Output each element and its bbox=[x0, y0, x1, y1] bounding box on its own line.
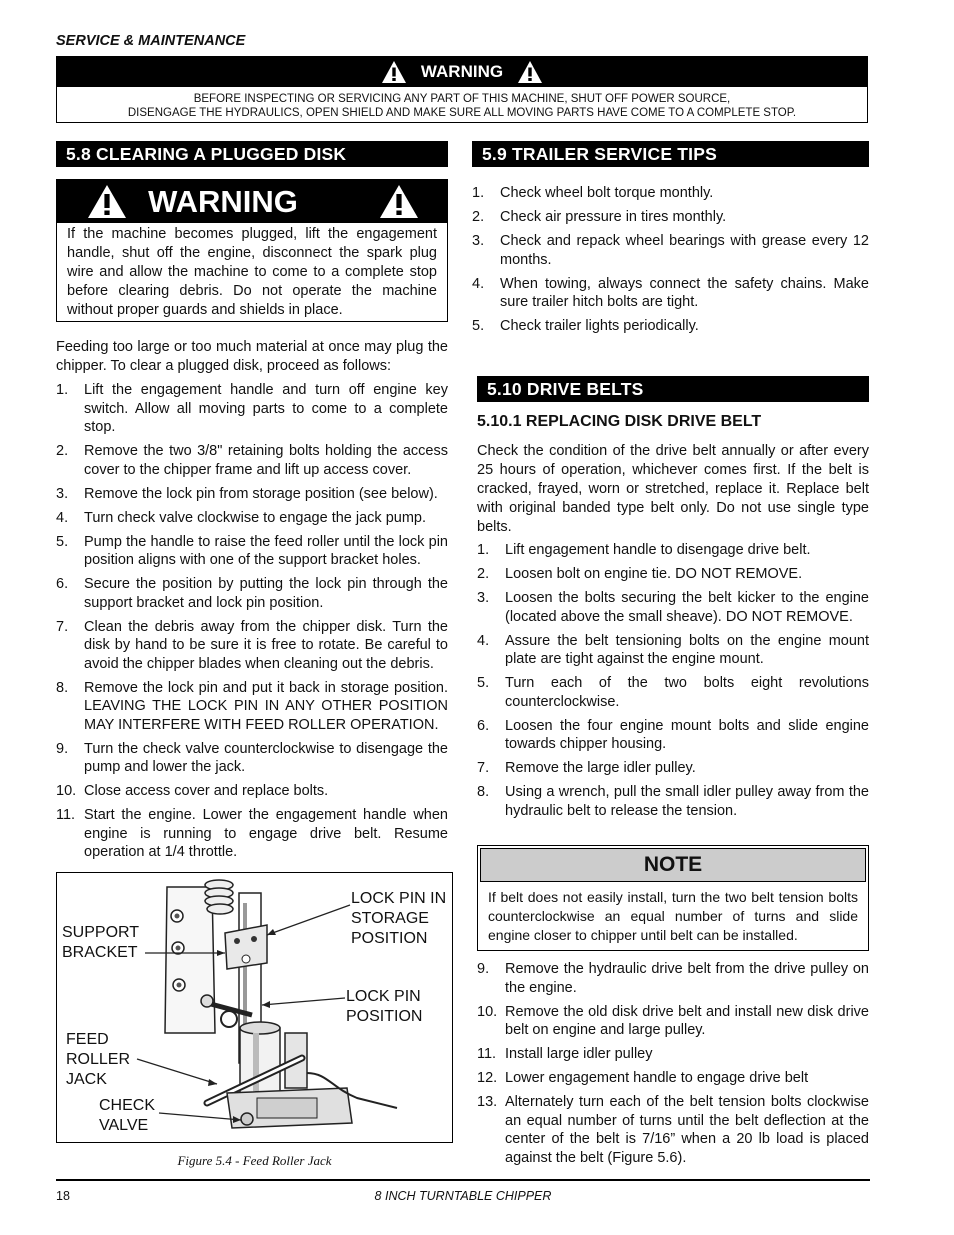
list-item-text: Turn check valve clockwise to engage the jack pump. bbox=[84, 509, 426, 526]
drive-belt-steps-part-2 bbox=[477, 960, 869, 1173]
list-item bbox=[56, 442, 448, 479]
section-label: SERVICE & MAINTENANCE bbox=[56, 33, 246, 49]
figure-label-lock-pin-position bbox=[346, 987, 422, 1027]
list-item-text: Remove the two 3/8" retaining bolts holding the access cover to the chipper frame and lift up access cover. bbox=[84, 443, 448, 478]
list-item-number: 11. bbox=[56, 807, 76, 823]
footer-title: 8 INCH TURNTABLE CHIPPER bbox=[374, 1189, 552, 1203]
warning-triangle-icon bbox=[517, 60, 543, 84]
list-item bbox=[56, 381, 448, 437]
list-item bbox=[56, 806, 448, 862]
list-item-text: Start the engine. Lower the engagement handle when engine is running to engage drive belt. Resume operation at 1/4 throttle. bbox=[84, 807, 448, 860]
list-item-number: 4. bbox=[477, 632, 490, 649]
list-item-text: Remove the lock pin and put it back in storage position. LEAVING THE LOCK PIN IN ANY OTHER POSITION MAY INTERFERE WITH FEED ROLLER OPERATION. bbox=[84, 679, 448, 733]
plugged-disk-steps bbox=[56, 381, 448, 867]
list-item-number: 8. bbox=[477, 784, 490, 800]
page-number: 18 bbox=[56, 1189, 70, 1203]
list-item bbox=[472, 208, 869, 227]
plugged-disk-warning-title: WARNING bbox=[148, 183, 298, 219]
list-item bbox=[477, 565, 869, 584]
list-item bbox=[477, 1069, 869, 1088]
warning-triangle-icon bbox=[379, 184, 419, 219]
heading-clearing-plugged-disk: 5.8 CLEARING A PLUGGED DISK bbox=[56, 141, 448, 167]
figure-label-line: CHECK bbox=[99, 1097, 156, 1114]
list-item bbox=[56, 485, 448, 504]
list-item-text: Assure the belt tensioning bolts on the engine mount plate are tight against the engine mount. bbox=[505, 632, 869, 667]
figure-label-line: SUPPORT bbox=[62, 924, 140, 941]
list-item-number: 13. bbox=[477, 1094, 498, 1110]
list-item-text: Lift the engagement handle and turn off engine key switch. Allow all moving parts to come to a complete stop. bbox=[84, 382, 448, 435]
list-item-text: Remove the large idler pulley. bbox=[505, 760, 696, 776]
list-item bbox=[477, 1003, 869, 1040]
list-item bbox=[56, 533, 448, 570]
list-item-number: 2. bbox=[472, 209, 485, 225]
list-item-text: Remove the old disk drive belt and install new disk drive belt on engine and large pulley. bbox=[505, 1003, 869, 1038]
list-item-number: 9. bbox=[56, 740, 69, 757]
list-item bbox=[477, 674, 869, 711]
list-item-number: 6. bbox=[56, 576, 69, 592]
figure-label-line: LOCK PIN IN bbox=[351, 890, 447, 907]
list-item-number: 1. bbox=[56, 382, 69, 398]
list-item bbox=[477, 759, 869, 778]
list-item-text: Turn the check valve counterclockwise to disengage the pump and lower the jack. bbox=[84, 740, 448, 775]
list-item-text: Close access cover and replace bolts. bbox=[84, 783, 329, 799]
heading-trailer-service-tips: 5.9 TRAILER SERVICE TIPS bbox=[472, 141, 869, 167]
list-item bbox=[477, 717, 869, 754]
note-box bbox=[477, 845, 869, 951]
list-item-number: 4. bbox=[472, 275, 485, 292]
list-item-number: 11. bbox=[477, 1046, 497, 1062]
list-item bbox=[477, 1093, 869, 1167]
list-item-number: 10. bbox=[477, 1003, 498, 1020]
list-item-number: 3. bbox=[477, 590, 490, 606]
list-item-text: Check air pressure in tires monthly. bbox=[500, 209, 727, 225]
figure-label-line: JACK bbox=[66, 1071, 107, 1088]
list-item-text: Using a wrench, pull the small idler pulley away from the hydraulic belt to release the tension. bbox=[505, 784, 869, 819]
figure-label-line: ROLLER bbox=[66, 1051, 131, 1068]
figure-label-feed-roller-jack bbox=[66, 1030, 130, 1090]
list-item-number: 9. bbox=[477, 961, 490, 977]
list-item-number: 1. bbox=[477, 542, 490, 558]
list-item-number: 6. bbox=[477, 717, 490, 734]
list-item-text: Install large idler pulley bbox=[505, 1046, 653, 1062]
warning-triangle-icon bbox=[87, 184, 127, 219]
list-item bbox=[477, 783, 869, 820]
list-item bbox=[56, 782, 448, 801]
list-item-text: Loosen the four engine mount bolts and slide engine towards chipper housing. bbox=[505, 717, 869, 752]
list-item bbox=[472, 317, 869, 336]
list-item-text: When towing, always connect the safety chains. Make sure trailer hitch bolts are tight. bbox=[500, 275, 869, 310]
list-item-number: 1. bbox=[472, 185, 485, 201]
figure-label-line: BRACKET bbox=[62, 944, 138, 961]
list-item-text: Secure the position by putting the lock pin through the support bracket and lock pin position. bbox=[84, 576, 448, 611]
list-item-number: 12. bbox=[477, 1070, 498, 1086]
list-item bbox=[477, 1045, 869, 1064]
list-item-text: Loosen the bolts securing the belt kicker to the engine (located above the small sheave). DO NOT REMOVE. bbox=[505, 590, 869, 625]
list-item-number: 3. bbox=[56, 485, 69, 502]
list-item bbox=[56, 618, 448, 674]
list-item bbox=[56, 679, 448, 735]
list-item bbox=[477, 960, 869, 997]
list-item-number: 7. bbox=[56, 618, 69, 635]
list-item-text: Clean the debris away from the chipper disk. Turn the disk by hand to be sure it is free to rotate. Be careful to avoid the chipper blades when cleaning out the debris. bbox=[84, 618, 448, 672]
list-item-text: Check trailer lights periodically. bbox=[500, 318, 699, 334]
plugged-disk-warning-text: If the machine becomes plugged, lift the engagement handle, shut off the engine, disconnect the spark plug wire and allow the machine to come to a complete stop before clearing debris. Do not operate the machine without proper guards and shields in place. bbox=[67, 226, 437, 318]
feed-roller-jack-figure bbox=[56, 872, 453, 1143]
top-warning-text bbox=[57, 87, 867, 120]
list-item bbox=[472, 275, 869, 312]
plugged-disk-intro: Feeding too large or too much material at once may plug the chipper. To clear a plugged disk, proceed as follows: bbox=[56, 339, 448, 374]
warning-triangle-icon bbox=[381, 60, 407, 84]
list-item-number: 5. bbox=[477, 675, 490, 691]
figure-label-check-valve bbox=[99, 1096, 155, 1136]
list-item-number: 3. bbox=[472, 233, 485, 249]
list-item-number: 4. bbox=[56, 509, 69, 526]
top-warning-line: DISENGAGE THE HYDRAULICS, OPEN SHIELD AND MAKE SURE ALL MOVING PARTS HAVE COME TO A COMPLETE STOP. bbox=[127, 107, 797, 119]
list-item bbox=[56, 509, 448, 528]
figure-label-line: LOCK PIN bbox=[346, 988, 421, 1005]
list-item-text: Turn each of the two bolts eight revolutions counterclockwise. bbox=[505, 675, 869, 710]
list-item bbox=[56, 740, 448, 777]
list-item bbox=[472, 184, 869, 203]
list-item-text: Pump the handle to raise the feed roller until the lock pin position aligns with one of the support bracket holes. bbox=[84, 533, 448, 568]
figure-label-line: POSITION bbox=[351, 930, 428, 947]
top-warning-line: BEFORE INSPECTING OR SERVICING ANY PART OF THIS MACHINE, SHUT OFF POWER SOURCE, bbox=[193, 93, 731, 105]
drive-belt-intro: Check the condition of the drive belt annually or after every 25 hours of operation, whichever comes first. If the belt is cracked, frayed, worn or stretched, replace it. Replace belt with original banded type belt only. Do not use single type belts. bbox=[477, 443, 869, 535]
list-item-text: Alternately turn each of the belt tension bolts clockwise an equal number of turns until the belt deflection at the center of the belt is 7/16” when a 20 lb load is placed against the belt (Figure 5.6). bbox=[505, 1094, 869, 1166]
list-item-number: 10. bbox=[56, 783, 77, 799]
trailer-service-steps bbox=[472, 184, 869, 341]
list-item-number: 2. bbox=[477, 566, 490, 582]
plugged-disk-warning-box bbox=[56, 179, 448, 322]
list-item bbox=[477, 541, 869, 560]
note-text: If belt does not easily install, turn the two belt tension bolts counterclockwise an equal number of turns and slide engine closer to chipper until belt can be installed. bbox=[488, 889, 858, 943]
note-title: NOTE bbox=[480, 848, 866, 882]
list-item-text: Check and repack wheel bearings with grease every 12 months. bbox=[500, 233, 869, 268]
list-item-number: 7. bbox=[477, 760, 490, 776]
list-item bbox=[477, 589, 869, 626]
list-item-text: Loosen bolt on engine tie. DO NOT REMOVE. bbox=[505, 566, 803, 582]
figure-label-line: POSITION bbox=[346, 1008, 423, 1025]
figure-label-line: VALVE bbox=[99, 1117, 149, 1134]
list-item-text: Remove the lock pin from storage position (see below). bbox=[84, 485, 438, 502]
plugged-disk-warning-header bbox=[57, 180, 447, 223]
list-item-text: Lower engagement handle to engage drive belt bbox=[505, 1070, 809, 1086]
list-item-number: 5. bbox=[56, 533, 69, 550]
list-item-text: Lift engagement handle to disengage drive belt. bbox=[505, 542, 811, 558]
list-item bbox=[477, 632, 869, 669]
subheading-replacing-disk-drive-belt: 5.10.1 REPLACING DISK DRIVE BELT bbox=[477, 413, 762, 430]
list-item-number: 5. bbox=[472, 318, 485, 334]
figure-label-lock-pin-storage bbox=[351, 889, 446, 949]
heading-drive-belts: 5.10 DRIVE BELTS bbox=[477, 376, 869, 402]
top-warning-title: WARNING bbox=[420, 62, 504, 81]
footer-divider bbox=[56, 1179, 870, 1181]
figure-label-support-bracket bbox=[62, 923, 139, 963]
list-item bbox=[56, 575, 448, 612]
drive-belt-steps-part-1 bbox=[477, 541, 869, 826]
list-item-text: Remove the hydraulic drive belt from the drive pulley on the engine. bbox=[505, 961, 869, 996]
top-warning-header bbox=[57, 57, 867, 87]
figure-label-line: FEED bbox=[66, 1031, 109, 1048]
figure-label-line: STORAGE bbox=[351, 910, 429, 927]
list-item bbox=[472, 232, 869, 269]
figure-caption: Figure 5.4 - Feed Roller Jack bbox=[177, 1153, 332, 1168]
top-warning-box bbox=[56, 56, 868, 123]
list-item-number: 2. bbox=[56, 443, 69, 459]
list-item-text: Check wheel bolt torque monthly. bbox=[500, 185, 714, 201]
list-item-number: 8. bbox=[56, 679, 69, 696]
